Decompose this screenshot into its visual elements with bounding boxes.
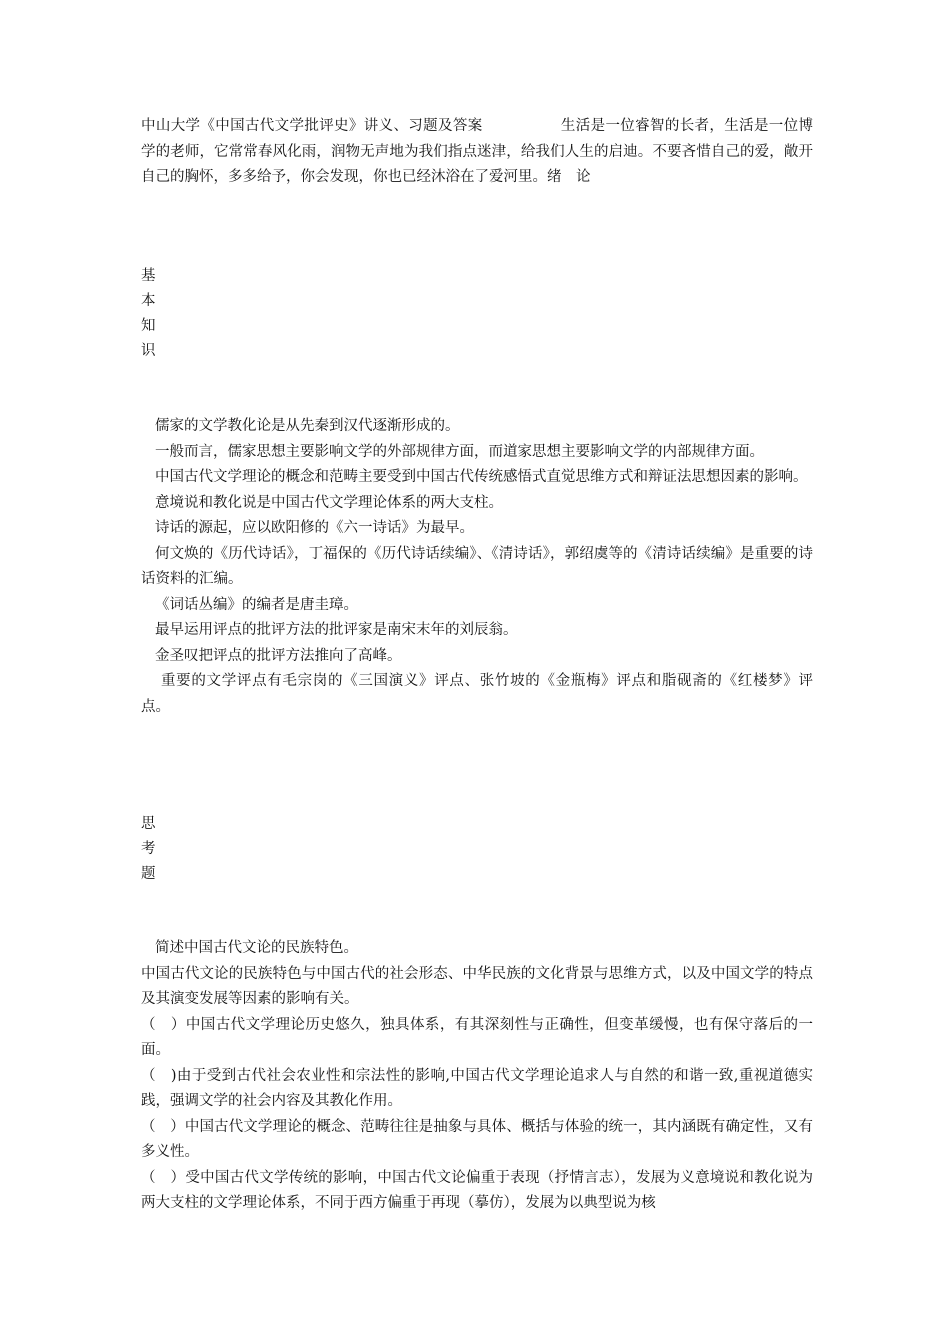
knowledge-item: 一般而言，儒家思想主要影响文学的外部规律方面，而道家思想主要影响文学的内部规律方面。 — [155, 443, 764, 460]
answer-point: （ )由于受到古代社会农业性和宗法性的影响,中国古代文学理论追求人与自然的和谐一致,重视道德实践，强调文学的社会内容及其教化作用。 — [141, 1067, 813, 1109]
question-text: 简述中国古代文论的民族特色。 — [155, 940, 358, 956]
section-heading-basic-knowledge — [141, 264, 156, 364]
knowledge-item: 诗话的源起，应以欧阳修的《六一诗话》为最早。 — [155, 520, 474, 536]
knowledge-item: 中国古代文学理论的概念和范畴主要受到中国古代传统感悟式直觉思维方式和辩证法思想因素的影响。 — [155, 469, 808, 485]
motto-text: 生活是一位睿智的长者，生活是一位博学的老师，它常常春风化雨，润物无声地为我们指点迷津，给我们人生的启迪。不要吝惜自己的爱，敞开自己的胸怀，多多给予，你会发现，你也已经沐浴在了爱河里。 — [141, 118, 814, 185]
knowledge-item: 儒家的文学教化论是从先秦到汉代逐渐形成的。 — [155, 418, 460, 434]
knowledge-item: 最早运用评点的批评方法的批评家是南宋末年的刘辰翁。 — [155, 622, 518, 638]
knowledge-item: 意境说和教化说是中国古代文学理论体系的两大支柱。 — [155, 494, 503, 511]
heading-char: 考 — [141, 841, 156, 857]
heading-char: 思 — [141, 816, 156, 832]
knowledge-item: 《词话丛编》的编者是唐圭璋。 — [155, 596, 358, 613]
heading-char: 题 — [141, 866, 156, 882]
heading-char: 基 — [141, 268, 156, 284]
section-heading-questions — [141, 812, 156, 887]
knowledge-item: 金圣叹把评点的批评方法推向了高峰。 — [155, 647, 402, 664]
knowledge-item: 重要的文学评点有毛宗岗的《三国演义》评点、张竹坡的《金瓶梅》评点和脂砚斋的《红楼梦》评点。 — [141, 673, 813, 715]
heading-char: 识 — [141, 343, 156, 359]
heading-char: 本 — [141, 293, 156, 309]
answer-point: （ ）中国古代文学理论的概念、范畴往往是抽象与具体、概括与体验的统一，其内涵既有确定性，又有多义性。 — [141, 1118, 813, 1160]
heading-char: 知 — [141, 318, 156, 334]
answer-point: （ ）中国古代文学理论历史悠久，独具体系，有其深刻性与正确性，但变革缓慢，也有保守落后的一面。 — [141, 1016, 813, 1058]
answer-intro: 中国古代文论的民族特色与中国古代的社会形态、中华民族的文化背景与思维方式，以及中国文学的特点及其演变发展等因素的影响有关。 — [141, 965, 813, 1007]
document-title: 中山大学《中国古代文学批评史》讲义、习题及答案 — [141, 118, 483, 134]
intro-paragraph — [141, 114, 813, 191]
answer-point: （ ）受中国古代文学传统的影响，中国古代文论偏重于表现（抒情言志），发展为义意境说和教化说为两大支柱的文学理论体系，不同于西方偏重于再现（摹仿），发展为以典型说为核 — [141, 1169, 813, 1211]
questions-section — [141, 936, 813, 1217]
knowledge-list — [141, 414, 813, 720]
chapter-title: 绪 论 — [547, 169, 591, 185]
knowledge-item: 何文焕的《历代诗话》，丁福保的《历代诗话续编》、《清诗话》，郭绍虞等的《清诗话续编》是重要的诗话资料的汇编。 — [141, 545, 813, 587]
